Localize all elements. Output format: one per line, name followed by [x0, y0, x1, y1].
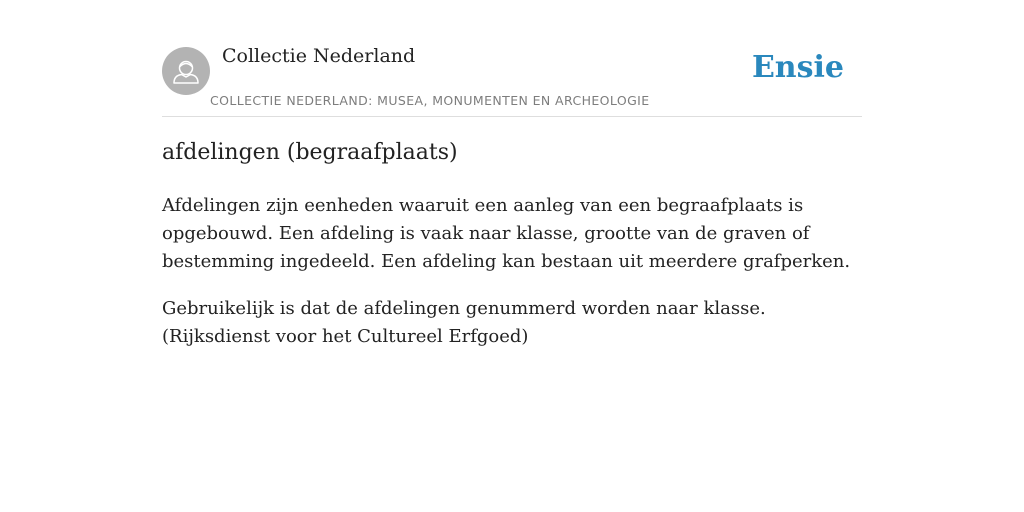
author-name[interactable]: Collectie Nederland — [222, 45, 416, 67]
collection-label[interactable]: COLLECTIE NEDERLAND: MUSEA, MONUMENTEN EN ARCHEOLOGIE — [210, 93, 650, 108]
page — [162, 0, 862, 347]
article-paragraph-2: Gebruikelijk is dat de afdelingen genummerd worden naar klasse. (Rijksdienst voor het Cultureel Erfgoed) — [162, 298, 766, 347]
brand-logo[interactable]: Ensie — [751, 50, 844, 85]
header — [162, 0, 862, 117]
article-paragraph-1: Afdelingen zijn eenheden waaruit een aanleg van een begraafplaats is opgebouwd. Een afdeling is vaak naar klasse, grootte van de graven of bestemming ingedeeld. Een afdeling kan bestaan uit meerdere grafperken. — [162, 195, 851, 272]
user-avatar-icon — [162, 47, 210, 95]
page-title: afdelingen (begraafplaats) — [162, 140, 458, 165]
avatar[interactable] — [162, 47, 210, 95]
